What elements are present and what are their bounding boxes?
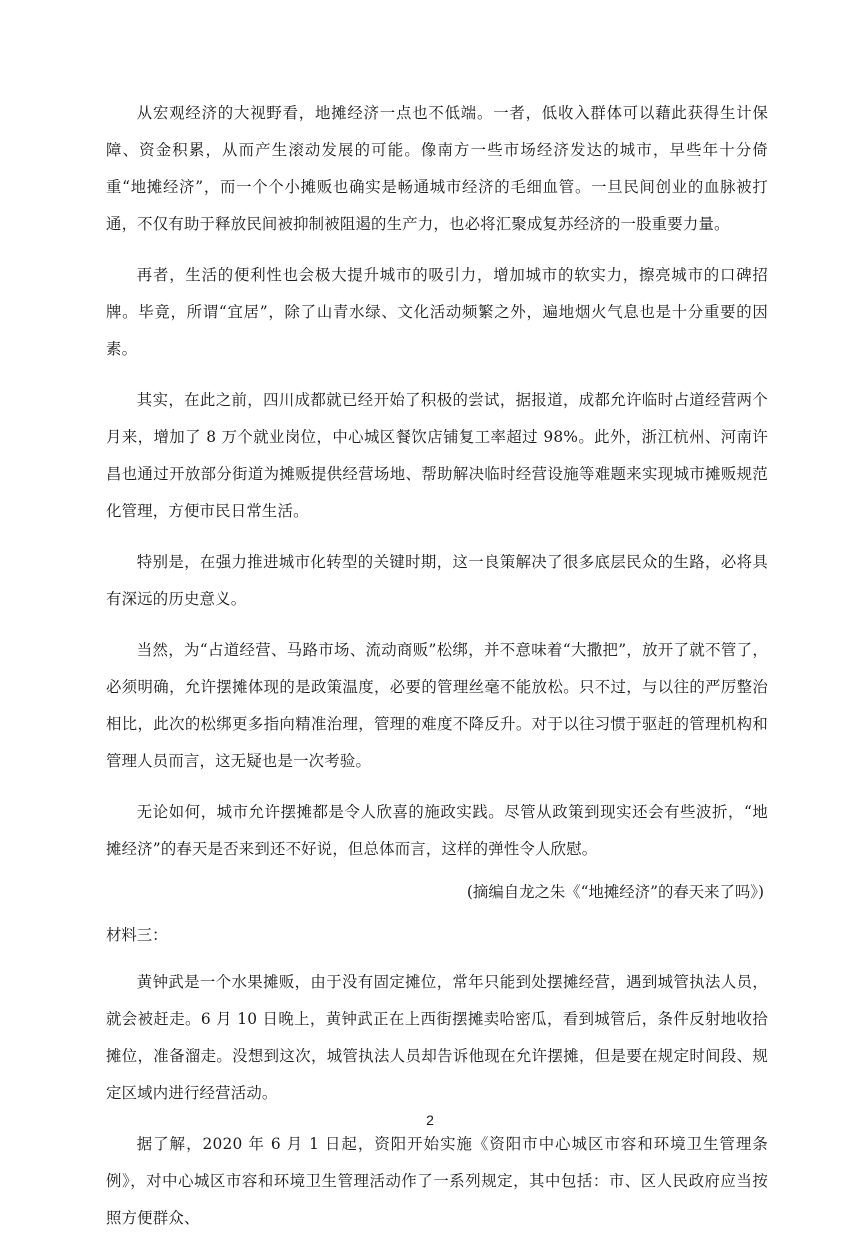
paragraph: 当然，为“占道经营、马路市场、流动商贩”松绑，并不意味着“大撒把”，放开了就不管了，必须明确，允许摆摊体现的是政策温度，必要的管理丝毫不能放松。只不过，与以往的严厉整治相比，此次的松绑更多指向精准治理，管理的难度不降反升。对于以往习惯于驱赶的管理机构和管理人员而言，这无疑也是一次考验。 — [106, 641, 768, 770]
paragraph: 特别是，在强力推进城市化转型的关键时期，这一良策解决了很多底层民众的生路，必将具有深远的历史意义。 — [106, 553, 768, 608]
document-body — [106, 95, 768, 1251]
paragraph: 再者，生活的便利性也会极大提升城市的吸引力，增加城市的软实力，擦亮城市的口碑招牌。毕竟，所谓“宜居”，除了山青水绿、文化活动频繁之外，遍地烟火气息也是十分重要的因素。 — [106, 266, 768, 358]
paragraph: 其实，在此之前，四川成都就已经开始了积极的尝试，据报道，成都允许临时占道经营两个月来，增加了 8 万个就业岗位，中心城区餐饮店铺复工率超过 98%。此外，浙江杭州、河南许昌也通过开放部分街道为摊贩提供经营场地、帮助解决临时经营设施等难题来实现城市摊贩规范化管理，方便市民日常生活。 — [106, 391, 768, 520]
page-number: 2 — [426, 1112, 434, 1128]
source-citation: (摘编自龙之朱《“地摊经济”的春天来了吗》) — [466, 883, 764, 901]
paragraph: 无论如何，城市允许摆摊都是令人欣喜的施政实践。尽管从政策到现实还会有些波折，“地摊经济”的春天是否来到还不好说，但总体而言，这样的弹性令人欣慰。 — [106, 803, 768, 858]
paragraph: 黄钟武是一个水果摊贩，由于没有固定摊位，常年只能到处摆摊经营，遇到城管执法人员，就会被赶走。6 月 10 日晚上，黄钟武正在上西街摆摊卖哈密瓜，看到城管后，条件反射地收拾摊位，准备溜走。没想到这次，城管执法人员却告诉他现在允许摆摊，但是要在规定时间段、规定区域内进行经营活动。 — [106, 973, 768, 1102]
paragraph: 从宏观经济的大视野看，地摊经济一点也不低端。一者，低收入群体可以藉此获得生计保障、资金积累，从而产生滚动发展的可能。像南方一些市场经济发达的城市，早些年十分倚重“地摊经济”，而一个个小摊贩也确实是畅通城市经济的毛细血管。一旦民间创业的血脉被打通，不仅有助于释放民间被抑制被阻遏的生产力，也必将汇聚成复苏经济的一股重要力量。 — [106, 104, 768, 233]
paragraph: 据了解，2020 年 6 月 1 日起，资阳开始实施《资阳市中心城区市容和环境卫生管理条例》，对中心城区市容和环境卫生管理活动作了一系列规定，其中包括：市、区人民政府应当按照方便群众、 — [106, 1135, 768, 1227]
section-label: 材料三： — [106, 926, 168, 944]
